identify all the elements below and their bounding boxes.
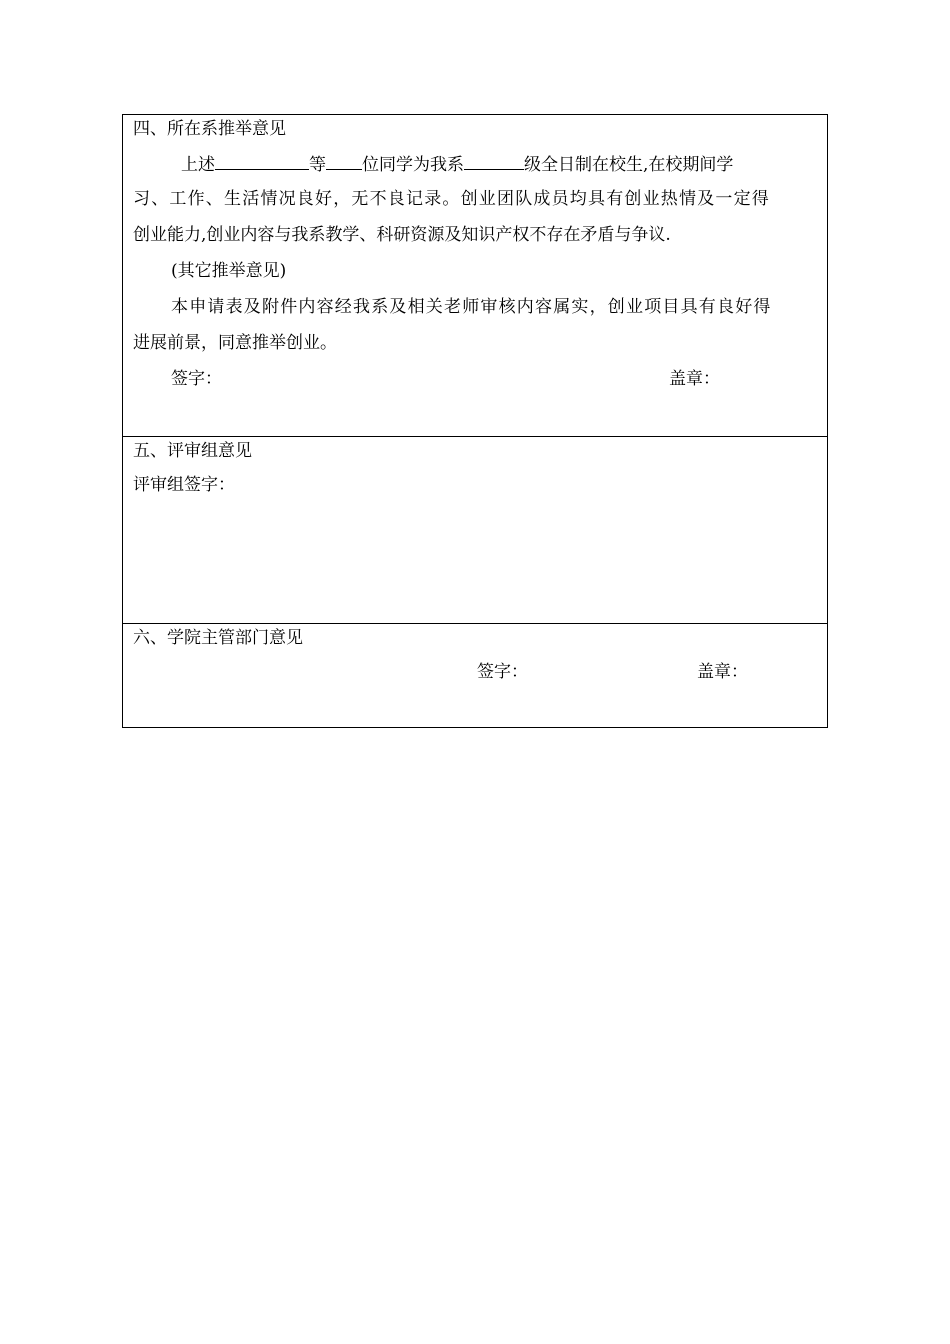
college-signature-label: 签字： [477, 662, 528, 682]
text-deng: 等 [309, 155, 326, 175]
text-shangshu: 上述 [181, 155, 215, 175]
signature-label: 签字： [171, 369, 222, 389]
review-panel-signature-label: 评审组签字： [133, 475, 235, 495]
text-wei-tongxue: 位同学为我系 [362, 155, 464, 175]
section5-heading: 五、评审组意见 [133, 441, 252, 461]
section4-para1-line2: 习、工作、生活情况良好，无不良记录。创业团队成员均具有创业热情及一定得 [133, 189, 770, 209]
section4-heading: 四、所在系推举意见 [133, 119, 286, 139]
other-opinion-label: (其它推举意见) [171, 261, 287, 281]
section6-heading: 六、学院主管部门意见 [133, 628, 303, 648]
blank-student-name[interactable] [215, 153, 309, 170]
section-review-panel [123, 436, 827, 623]
section4-para1-line3: 创业能力,创业内容与我系教学、科研资源及知识产权不存在矛盾与争议. [133, 225, 671, 245]
section4-para2-line1: 本申请表及附件内容经我系及相关老师审核内容属实，创业项目具有良好得 [171, 297, 772, 317]
section4-para1-line1 [181, 153, 733, 175]
section-department-recommendation [123, 115, 827, 436]
section4-para2-line2: 进展前景，同意推举创业。 [133, 333, 337, 353]
blank-student-count[interactable] [326, 153, 362, 170]
application-form-table [122, 114, 828, 728]
section-college-department [123, 623, 827, 727]
college-seal-label: 盖章： [697, 662, 748, 682]
blank-grade[interactable] [464, 153, 524, 170]
text-grade-rest: 级全日制在校生,在校期间学 [524, 155, 734, 175]
seal-label: 盖章： [669, 369, 720, 389]
